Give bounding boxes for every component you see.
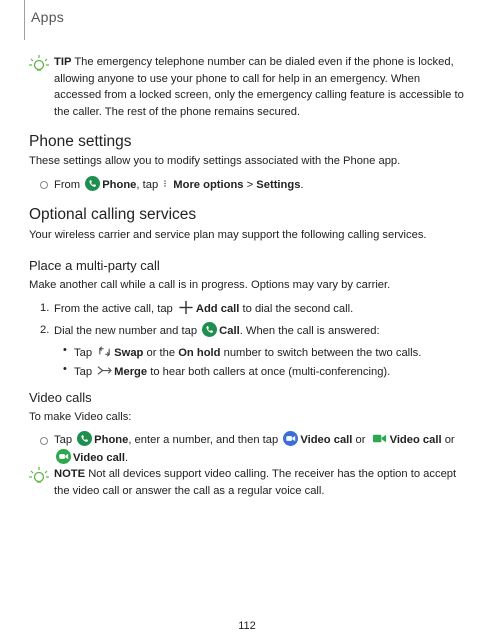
step-text: to dial the second call. — [242, 303, 354, 315]
swap-icon — [97, 344, 112, 359]
phone-link[interactable]: Phone — [94, 434, 129, 446]
step-text: Tap — [74, 347, 93, 359]
page-number: 112 — [238, 620, 256, 632]
bullet-dot: • — [63, 344, 67, 356]
step-text: or the — [146, 347, 176, 359]
step-text: , enter a number, and then tap — [128, 434, 279, 446]
step-text: . — [125, 452, 129, 464]
merge-link[interactable]: Merge — [114, 366, 148, 378]
swap-link[interactable]: Swap — [114, 347, 144, 359]
settings-link[interactable]: Settings — [256, 179, 301, 191]
video-step — [54, 431, 474, 467]
multi-step-2 — [54, 322, 474, 339]
note-block — [28, 466, 464, 499]
optional-services-intro: Your wireless carrier and service plan may support the following calling services. — [29, 229, 427, 241]
add-call-icon — [178, 300, 194, 315]
on-hold-link[interactable]: On hold — [178, 347, 221, 359]
phone-settings-step — [54, 176, 474, 193]
step-text: to hear both callers at once (multi-conferencing). — [150, 366, 391, 378]
phone-link[interactable]: Phone — [102, 179, 137, 191]
more-options-link[interactable]: More options — [173, 179, 244, 191]
step-text: or — [355, 434, 366, 446]
step-text: number to switch between the two calls. — [223, 347, 422, 359]
video-calls-heading: Video calls — [29, 390, 92, 405]
bullet-dot: • — [63, 363, 67, 375]
step-text: , tap — [136, 179, 159, 191]
swap-substep — [74, 344, 421, 361]
video-calls-intro: To make Video calls: — [29, 411, 132, 423]
step-number: 1. — [40, 302, 50, 314]
video-call-green-icon — [56, 449, 71, 464]
optional-services-heading: Optional calling services — [29, 206, 197, 223]
phone-app-icon — [85, 176, 100, 191]
video-call-blue-icon — [283, 431, 298, 446]
multi-party-intro: Make another call while a call is in progress. Options may vary by carrier. — [29, 279, 391, 291]
step-text: . When the call is answered: — [239, 325, 380, 337]
lightbulb-icon — [28, 466, 50, 486]
note-text — [54, 466, 464, 499]
call-link[interactable]: Call — [219, 325, 240, 337]
step-text: Dial the new number and tap — [54, 325, 198, 337]
step-text: From the active call, tap — [54, 303, 173, 315]
step-number: 2. — [40, 324, 50, 336]
video-call-link[interactable]: Video call — [73, 452, 126, 464]
merge-icon — [97, 363, 112, 378]
step-text: From — [54, 179, 81, 191]
tip-block — [28, 54, 464, 120]
phone-app-icon — [77, 431, 92, 446]
step-bullet — [40, 181, 48, 189]
note-body: Not all devices support video calling. The receiver has the option to accept the video call or answer the call as a regular voice call. — [54, 468, 457, 497]
tip-text — [54, 54, 464, 120]
multi-step-1 — [54, 300, 474, 317]
section-header — [24, 0, 64, 40]
tip-body: The emergency telephone number can be dialed even if the phone is locked, allowing anyone to use your phone to call for help in an emergency. When accessed from a locked screen, only the emergency calling feature is accessible to the caller. The rest of the phone remains secured. — [54, 56, 464, 118]
step-text: . — [300, 179, 304, 191]
call-icon — [202, 322, 217, 337]
video-camera-icon — [371, 431, 388, 446]
multi-party-heading: Place a multi-party call — [29, 258, 160, 273]
add-call-link[interactable]: Add call — [195, 303, 240, 315]
step-text: Tap — [54, 434, 73, 446]
section-title: Apps — [31, 9, 65, 25]
step-bullet — [40, 437, 48, 445]
video-call-link[interactable]: Video call — [389, 434, 442, 446]
phone-settings-intro: These settings allow you to modify settings associated with the Phone app. — [29, 155, 401, 167]
tip-label: TIP — [54, 56, 72, 68]
lightbulb-icon — [28, 54, 50, 74]
step-text: > — [243, 179, 257, 191]
step-text: Tap — [74, 366, 93, 378]
note-label: NOTE — [54, 468, 86, 480]
merge-substep — [74, 363, 390, 380]
video-call-link[interactable]: Video call — [300, 434, 353, 446]
step-text: or — [444, 434, 455, 446]
more-options-icon — [163, 176, 171, 191]
phone-settings-heading: Phone settings — [29, 133, 132, 150]
